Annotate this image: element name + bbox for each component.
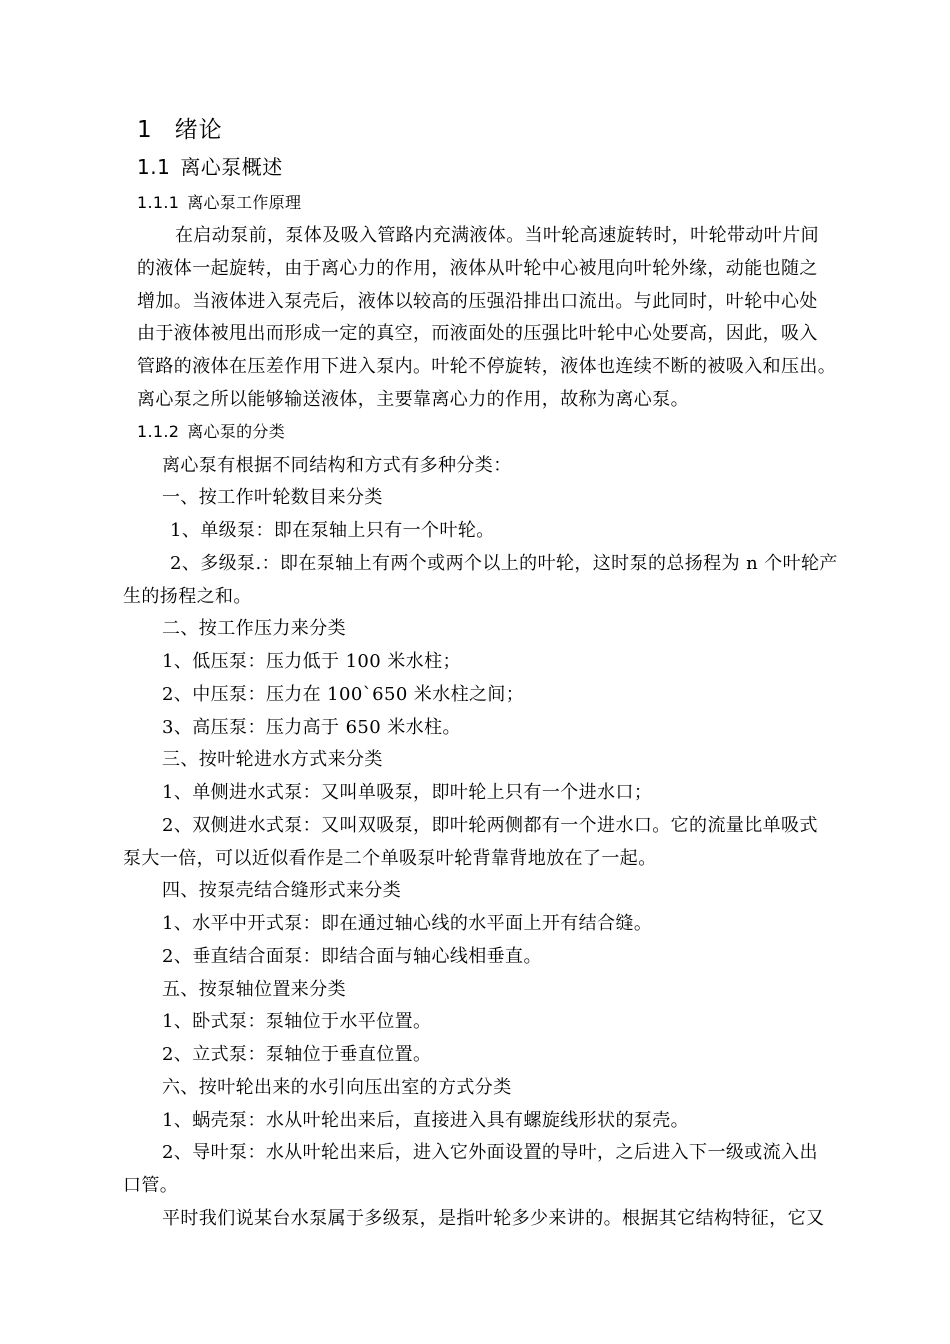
paragraph-line: 平时我们说某台水泵属于多级泵，是指叶轮多少来讲的。根据其它结构特征，它又 (162, 1208, 825, 1229)
subsection-title: 离心泵工作原理 (187, 193, 302, 212)
subsection-heading-classification (137, 421, 285, 443)
chapter-title: 绪论 (174, 117, 223, 143)
list-item: 2、多级泵.：即在泵轴上有两个或两个以上的叶轮，这时泵的总扬程为 n 个叶轮产 (170, 553, 838, 574)
paragraph-line: 由于液体被甩出而形成一定的真空，而液面处的压强比叶轮中心处要高，因此，吸入 (137, 323, 818, 344)
list-item: 1、蜗壳泵：水从叶轮出来后，直接进入具有螺旋线形状的泵壳。 (162, 1110, 690, 1131)
paragraph-line: 的液体一起旋转，由于离心力的作用，液体从叶轮中心被甩向叶轮外缘，动能也随之 (137, 258, 818, 279)
subsection-heading-principle (137, 192, 301, 214)
category-heading: 五、按泵轴位置来分类 (162, 979, 346, 1000)
list-item: 2、双侧进水式泵：又叫双吸泵，即叶轮两侧都有一个进水口。它的流量比单吸式 (162, 815, 818, 836)
paragraph-line: 管路的液体在压差作用下进入泵内。叶轮不停旋转，液体也连续不断的被吸入和压出。 (137, 356, 837, 377)
list-item-continuation: 泵大一倍，可以近似看作是二个单吸泵叶轮背靠背地放在了一起。 (123, 848, 657, 869)
category-heading: 四、按泵壳结合缝形式来分类 (162, 880, 402, 901)
list-item: 2、立式泵：泵轴位于垂直位置。 (162, 1044, 432, 1065)
list-item-continuation: 生的扬程之和。 (123, 586, 252, 607)
list-item: 2、垂直结合面泵：即结合面与轴心线相垂直。 (162, 946, 542, 967)
list-item: 2、中压泵：压力在 100`650 米水柱之间； (162, 684, 525, 705)
subsection-title: 离心泵的分类 (187, 422, 286, 441)
list-item: 3、高压泵：压力高于 650 米水柱。 (162, 717, 461, 738)
chapter-heading (137, 116, 223, 144)
list-item: 2、导叶泵：水从叶轮出来后，进入它外面设置的导叶，之后进入下一级或流入出 (162, 1142, 818, 1163)
paragraph-line: 在启动泵前，泵体及吸入管路内充满液体。当叶轮高速旋转时，叶轮带动叶片间 (175, 225, 819, 246)
list-item: 1、水平中开式泵：即在通过轴心线的水平面上开有结合缝。 (162, 913, 653, 934)
category-heading: 一、按工作叶轮数目来分类 (162, 487, 383, 508)
list-item-continuation: 口管。 (123, 1175, 179, 1196)
paragraph-line: 离心泵之所以能够输送液体，主要靠离心力的作用，故称为离心泵。 (137, 389, 689, 410)
chapter-number: 1 (137, 117, 153, 143)
category-heading: 二、按工作压力来分类 (162, 618, 346, 639)
category-heading: 三、按叶轮进水方式来分类 (162, 749, 383, 770)
subsection-number: 1.1.1 (137, 193, 180, 212)
list-item: 1、低压泵：压力低于 100 米水柱； (162, 651, 461, 672)
category-heading: 六、按叶轮出来的水引向压出室的方式分类 (162, 1077, 512, 1098)
paragraph-line: 增加。当液体进入泵壳后，液体以较高的压强沿排出口流出。与此同时，叶轮中心处 (137, 291, 818, 312)
section-title: 离心泵概述 (180, 155, 283, 179)
section-heading (137, 154, 283, 180)
list-item: 1、卧式泵：泵轴位于水平位置。 (162, 1011, 432, 1032)
paragraph-line: 离心泵有根据不同结构和方式有多种分类： (162, 455, 512, 476)
list-item: 1、单侧进水式泵：又叫单吸泵，即叶轮上只有一个进水口； (162, 782, 653, 803)
subsection-number: 1.1.2 (137, 422, 180, 441)
section-number: 1.1 (137, 155, 171, 179)
list-item: 1、单级泵：即在泵轴上只有一个叶轮。 (170, 520, 495, 541)
